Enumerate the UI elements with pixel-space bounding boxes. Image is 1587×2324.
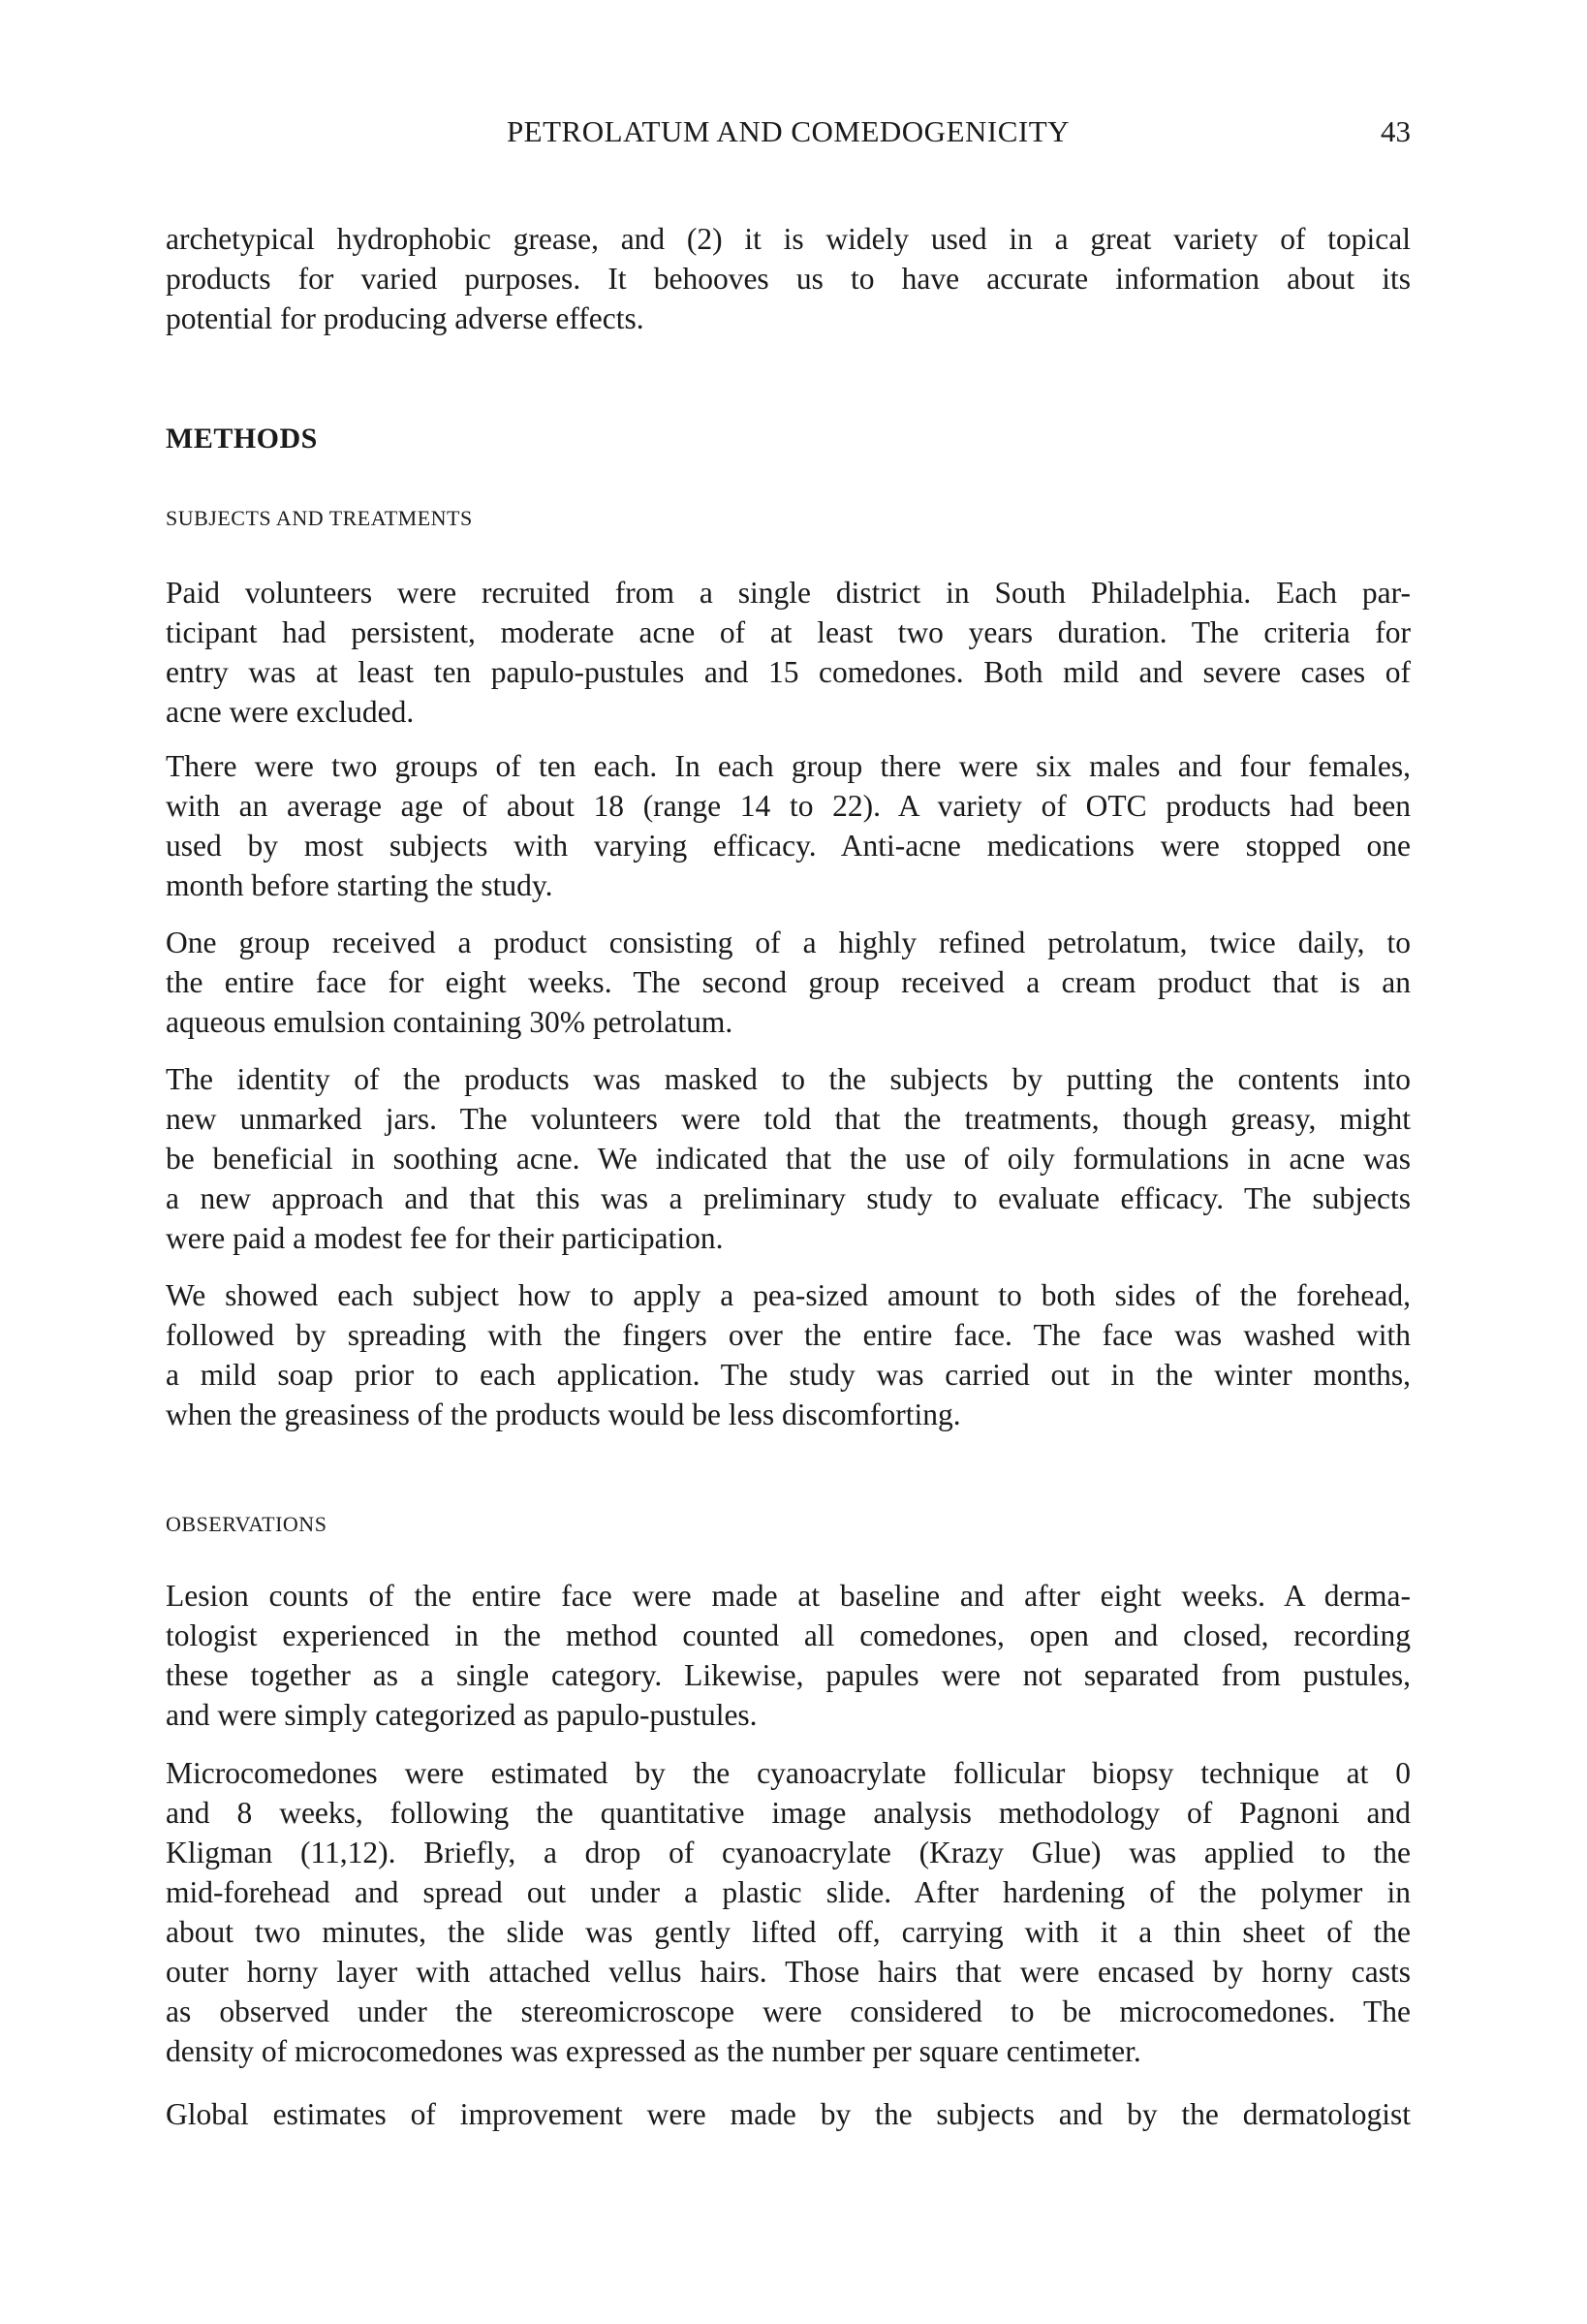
text-line: these together as a single category. Likewise, papules were not separated from pustules, bbox=[166, 1658, 1411, 1692]
paragraph bbox=[166, 746, 1411, 905]
paragraph bbox=[166, 219, 1411, 338]
text-line: about two minutes, the slide was gently lifted off, carrying with it a thin sheet of the bbox=[166, 1915, 1411, 1949]
text-line: used by most subjects with varying efficacy. Anti-acne medications were stopped one bbox=[166, 829, 1411, 863]
paragraph bbox=[166, 1275, 1411, 1434]
paragraph bbox=[166, 2094, 1411, 2134]
text-line: entry was at least ten papulo-pustules and 15 comedones. Both mild and severe cases of bbox=[166, 655, 1411, 689]
text-line: Paid volunteers were recruited from a single district in South Philadelphia. Each par- bbox=[166, 576, 1411, 610]
text-line: and were simply categorized as papulo-pustules. bbox=[166, 1698, 758, 1732]
text-line: aqueous emulsion containing 30% petrolatum. bbox=[166, 1005, 733, 1039]
paragraph bbox=[166, 1753, 1411, 2071]
text-line: as observed under the stereomicroscope were considered to be microcomedones. The bbox=[166, 1994, 1411, 2028]
text-line: tologist experienced in the method counted all comedones, open and closed, recording bbox=[166, 1618, 1411, 1652]
paragraph bbox=[166, 1576, 1411, 1735]
text-line: One group received a product consisting of a highly refined petrolatum, twice daily, to bbox=[166, 926, 1411, 959]
text-line: new unmarked jars. The volunteers were told that the treatments, though greasy, might bbox=[166, 1102, 1411, 1136]
text-line: followed by spreading with the fingers over the entire face. The face was washed with bbox=[166, 1318, 1411, 1352]
running-title: PETROLATUM AND COMEDOGENICITY bbox=[506, 114, 1071, 148]
text-line: with an average age of about 18 (range 14 to 22). A variety of OTC products had been bbox=[166, 789, 1411, 823]
text-line: density of microcomedones was expressed as the number per square centimeter. bbox=[166, 2034, 1141, 2068]
text-line: The identity of the products was masked to the subjects by putting the contents into bbox=[166, 1062, 1411, 1096]
text-line: were paid a modest fee for their participation. bbox=[166, 1221, 724, 1255]
text-line: a mild soap prior to each application. The study was carried out in the winter months, bbox=[166, 1358, 1411, 1392]
text-line: ticipant had persistent, moderate acne of at least two years duration. The criteria for bbox=[166, 615, 1411, 649]
text-line: potential for producing adverse effects. bbox=[166, 301, 644, 335]
text-line: mid-forehead and spread out under a plastic slide. After hardening of the polymer in bbox=[166, 1875, 1411, 1909]
text-line: There were two groups of ten each. In each group there were six males and four females, bbox=[166, 749, 1411, 783]
text-line: outer horny layer with attached vellus hairs. Those hairs that were encased by horny casts bbox=[166, 1955, 1411, 1989]
text-line: Global estimates of improvement were made by the subjects and by the dermatologist bbox=[166, 2097, 1411, 2131]
text-line: month before starting the study. bbox=[166, 868, 553, 902]
text-line: archetypical hydrophobic grease, and (2) it is widely used in a great variety of topical bbox=[166, 222, 1411, 256]
text-line: and 8 weeks, following the quantitative image analysis methodology of Pagnoni and bbox=[166, 1796, 1411, 1830]
subsection-heading-observations: OBSERVATIONS bbox=[166, 1512, 327, 1536]
paragraph bbox=[166, 573, 1411, 732]
text-line: acne were excluded. bbox=[166, 695, 415, 729]
text-line: products for varied purposes. It behooves us to have accurate information about its bbox=[166, 262, 1411, 296]
text-line: We showed each subject how to apply a pea-sized amount to both sides of the forehead, bbox=[166, 1278, 1411, 1312]
text-line: a new approach and that this was a preliminary study to evaluate efficacy. The subjects bbox=[166, 1181, 1411, 1215]
subsection-heading-subjects: SUBJECTS AND TREATMENTS bbox=[166, 506, 473, 530]
paragraph bbox=[166, 1059, 1411, 1258]
text-line: be beneficial in soothing acne. We indicated that the use of oily formulations in acne was bbox=[166, 1142, 1411, 1176]
text-line: Lesion counts of the entire face were made at baseline and after eight weeks. A derma- bbox=[166, 1579, 1411, 1613]
text-line: when the greasiness of the products would be less discomforting. bbox=[166, 1398, 961, 1431]
section-heading-methods: METHODS bbox=[166, 423, 318, 455]
page-number: 43 bbox=[1381, 114, 1411, 148]
running-header bbox=[166, 114, 1411, 153]
text-line: Kligman (11,12). Briefly, a drop of cyanoacrylate (Krazy Glue) was applied to the bbox=[166, 1836, 1411, 1869]
paragraph bbox=[166, 923, 1411, 1042]
text-line: the entire face for eight weeks. The second group received a cream product that is an bbox=[166, 965, 1411, 999]
text-line: Microcomedones were estimated by the cyanoacrylate follicular biopsy technique at 0 bbox=[166, 1756, 1411, 1790]
